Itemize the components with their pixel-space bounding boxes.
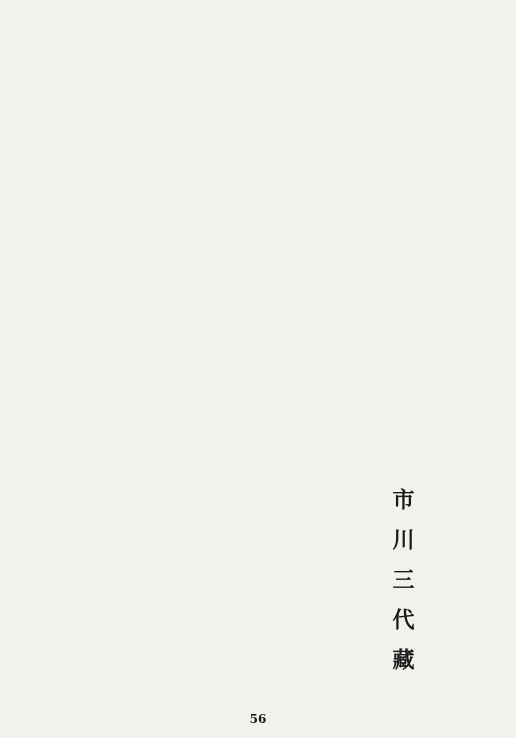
page-number: 56: [249, 712, 267, 726]
author-name: 市川三代藏: [389, 488, 415, 688]
article-body: [66, 42, 442, 676]
article-title: [438, 78, 490, 548]
